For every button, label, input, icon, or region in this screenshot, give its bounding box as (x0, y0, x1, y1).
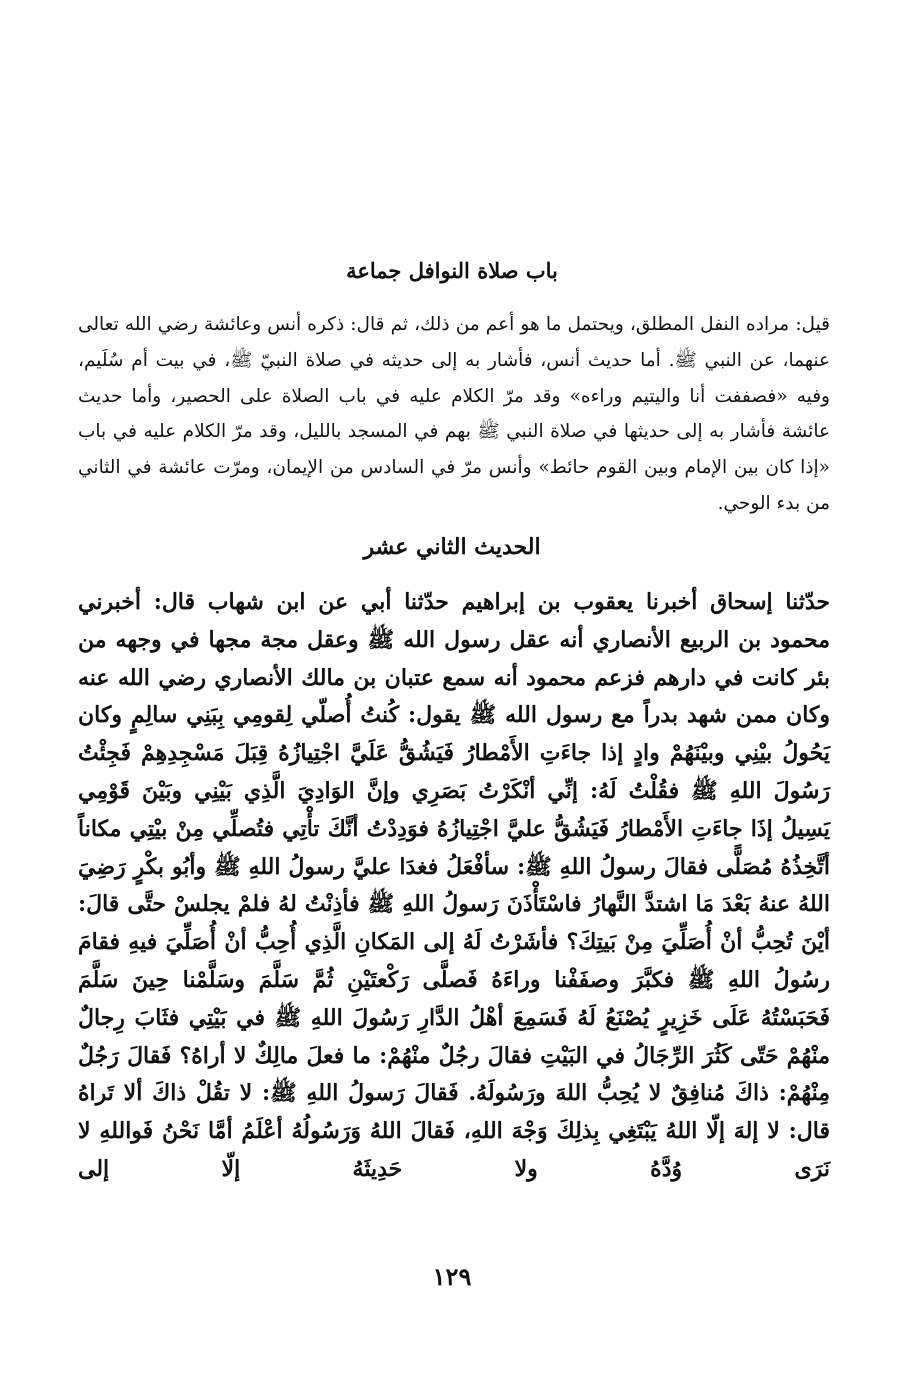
hadith-title: الحديث الثاني عشر (363, 534, 541, 560)
page-number: ١٢٩ (432, 1262, 472, 1291)
commentary-paragraph: قيل: مراده النفل المطلق، ويحتمل ما هو أعم من ذلك، ثم قال: ذكره أنس وعائشة رضي الله تعالى عنهما، عن النبي ﷺ. أما حديث أنس، فأشار به إلى حديثه في صلاة النبيّ ﷺ، في بيت أم سُلَيم، وفيه «فصففت أنا واليتيم وراءه» وقد مرّ الكلام عليه في باب الصلاة على الحصير، وأما حديث عائشة فأشار به إلى حديثها في صلاة النبي ﷺ بهم في المسجد بالليل، وقد مرّ الكلام عليه في باب «إذا كان بين الإمام وبين القوم حائط» وأنس مرّ في السادس من الإيمان، ومرّت عائشة في الثاني من بدء الوحي. (78, 314, 830, 514)
hadith-text: حدّثنا إسحاق أخبرنا يعقوب بن إبراهيم حدّثنا أبي عن ابن شهاب قال: أخبرني محمود بن الربيع الأنصاري أنه عقل رسول الله ﷺ وعقل مجة مجها في وجهه من بئر كانت في دارهم فزعم محمود أنه سمع عتبان بن مالك الأنصاري رضي الله عنه وكان ممن شهد بدراً مع رسول الله ﷺ يقول: كُنتُ أُصلّي لِقومِي بِبَنِي سالِمٍ وكان يَحُولُ بيْنِي وبيْنَهُمْ وادٍ إذا جاءَتِ الأَمْطارُ فَيَشُقُّ عَلَيَّ اجْتِيازُهُ قِبَلَ مَسْجِدِهِمْ فَجِئْتُ رَسُولَ اللهِ ﷺ فقُلْتُ لَهُ: إنِّي أنْكَرْتُ بَصَرِي وإنَّ الوَادِيَ الَّذِي بَيْنِي وبَيْنَ قَوْمِي يَسِيلُ إذَا جاءَتِ الأَمْطارُ فَيَشُقُّ عليَّ اجْتِيازُهُ فوَدِدْتُ أنَّكَ تأْتِي فتُصلِّي مِنْ بيْتِي مكاناً أتَّخِذُهُ مُصَلًّى فقالَ رسولُ اللهِ ﷺ: سأفْعَلُ فغدَا عليَّ رسولُ اللهِ ﷺ وأبُو بكْرٍ رَضِيَ اللهُ عنهُ بَعْدَ مَا اشتدَّ النَّهارُ فاسْتَأْذَنَ رَسولُ اللهِ ﷺ فأذِنْتُ لهُ فلمْ يجلسْ حتَّى قالَ: أيْنَ تُحِبُّ أنْ أُصَلِّيَ مِنْ بَيتِكَ؟ فأشَرْتُ لَهُ إلى المَكانِ الَّذِي أُحِبُّ أنْ أُصَلِّيَ فيهِ فقامَ رسُولُ اللهِ ﷺ فكبَّرَ وصفَفْنا وراءَهُ فَصلَّى رَكْعتَيْنِ ثُمَّ سَلَّمَ وسَلَّمْنا حِينَ سَلَّمَ فَحَبَسْتُهُ عَلَى خَزِيرٍ يُصْنَعُ لَهُ فَسَمِعَ أهْلُ الدَّارِ رَسُولَ اللهِ ﷺ في بَيْتِي فثَابَ رِجالٌ منْهُمْ حَتّى كَثُرَ الرِّجَالُ في البَيْتِ فقالَ رجُلٌ منْهُمْ: ما فعلَ مالِكٌ لا أراهُ؟ فَقالَ رَجُلٌ مِنْهُمْ: ذاكَ مُنافِقٌ لا يُحِبُّ اللهَ ورَسُولَهُ. فَقالَ رَسولُ اللهِ ﷺ: لا تقُلْ ذاكَ ألا تَراهُ قال: لا إلهَ إلّا اللهُ يَبْتَغِي بِذلِكَ وَجْهَ اللهِ، فَقالَ اللهُ وَرَسُولُهُ أعْلَمُ أمَّا نَحْنُ فَواللهِ لا نَرَى وُدَّهُ ولا حَدِيثَهُ إلّا إلى (78, 589, 830, 1182)
section-title: باب صلاة النوافل جماعة (346, 258, 558, 283)
